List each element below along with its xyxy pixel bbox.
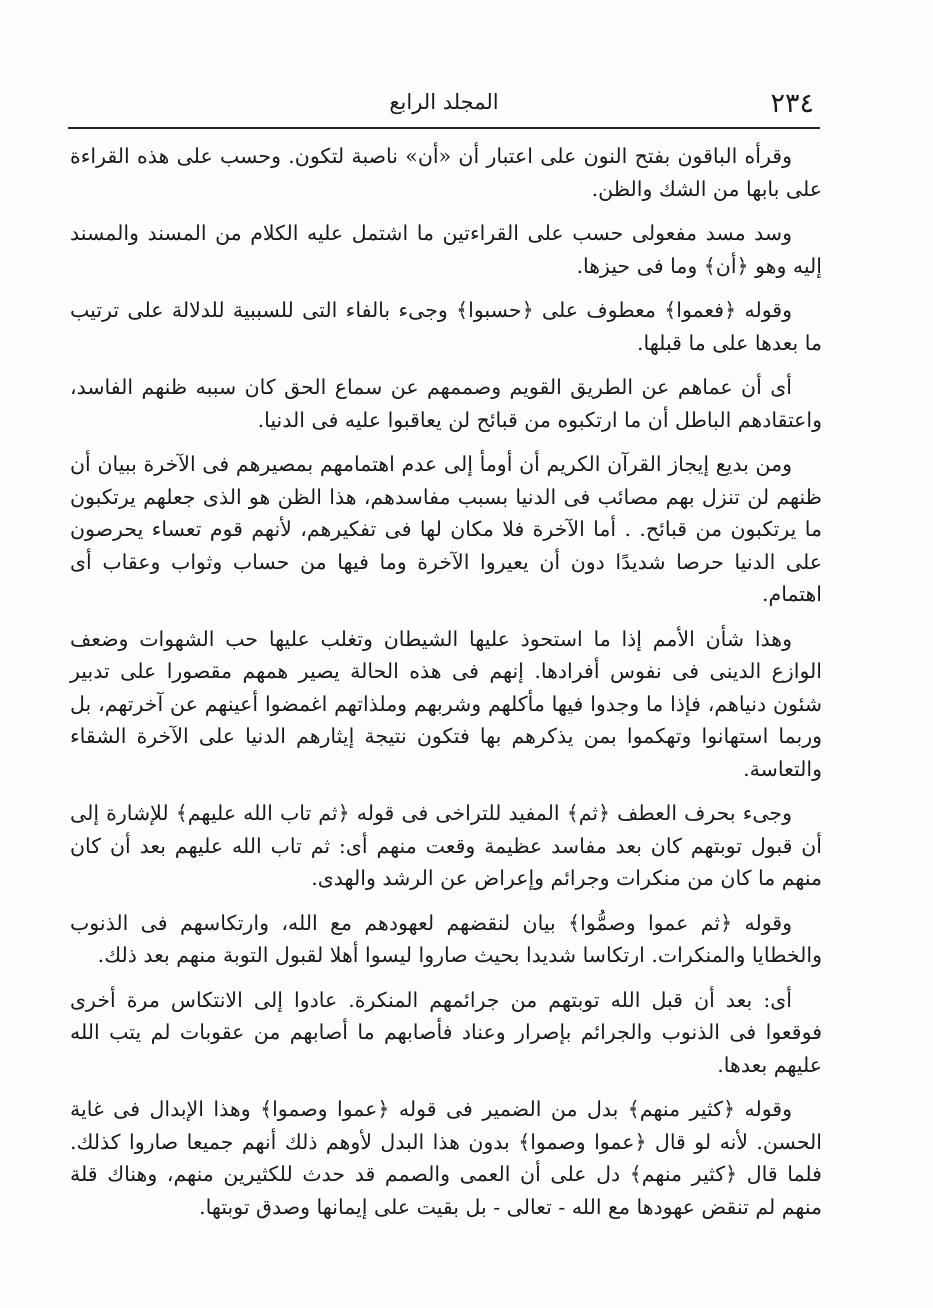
paragraph-10: وقوله ﴿كثير منهم﴾ بدل من الضمير فى قوله ﴿عموا وصموا﴾ وهذا الإبدال فى غاية الحسن. لأنه لو قال ﴿عموا وصموا﴾ بدون هذا البدل لأوهم ذلك أنهم جميعا صاروا كذلك. فلما قال ﴿كثير منهم﴾ دل على أن العمى والصمم قد حدث للكثيرين منهم، وهناك قلة منهم لم تنقض عهودها مع الله - تعالى - بل بقيت على إيمانها وصدق توبتها. — [70, 1097, 822, 1219]
body-text — [70, 140, 822, 1223]
paragraph-4: أى أن عماهم عن الطريق القويم وصممهم عن سماع الحق كان سببه ظنهم الفاسد، واعتقادهم الباطل أن ما ارتكبوه من قبائح لن يعاقبوا عليه فى الدنيا. — [70, 375, 822, 432]
paragraph-8: وقوله ﴿ثم عموا وصمُّوا﴾ بيان لنقضهم لعهودهم مع الله، وارتكاسهم فى الذنوب والخطايا والمنكرات. ارتكاسا شديدا بحيث صاروا ليسوا أهلا لقبول التوبة منهم بعد ذلك. — [70, 910, 822, 967]
page-header — [68, 84, 820, 128]
page-number: ٢٣٤ — [770, 88, 814, 119]
header-rule — [68, 127, 820, 129]
paragraph-2: وسد مسد مفعولى حسب على القراءتين ما اشتمل عليه الكلام من المسند والمسند إليه وهو ﴿أن﴾ وما فى حيزها. — [70, 221, 822, 278]
paragraph-5: ومن بديع إيجاز القرآن الكريم أن أومأ إلى عدم اهتمامهم بمصيرهم فى الآخرة ببيان أن ظنهم لن تنزل بهم مصائب فى الدنيا بسبب مفاسدهم، هذا الظن هو الذى جعلهم يرتكبون ما يرتكبون من قبائح. . أما الآخرة فلا مكان لها فى تفكيرهم، لأنهم قوم تعساء يحرصون على الدنيا حرصا شديدًا دون أن يعيروا الآخرة وما فيها من حساب وثواب وعقاب أى اهتمام. — [70, 452, 822, 606]
paragraph-7: وجىء بحرف العطف ﴿ثم﴾ المفيد للتراخى فى قوله ﴿ثم تاب الله عليهم﴾ للإشارة إلى أن قبول توبتهم كان بعد مفاسد عظيمة وقعت منهم أى: ثم تاب الله عليهم بعد أن كان منهم ما كان من منكرات وجرائم وإعراض عن الرشد والهدى. — [70, 801, 822, 890]
paragraph-6: وهذا شأن الأمم إذا ما استحوذ عليها الشيطان وتغلب عليها حب الشهوات وضعف الوازع الدينى فى نفوس أفرادها. إنهم فى هذه الحالة يصير همهم مقصورا على تدبير شئون دنياهم، فإذا ما وجدوا فيها مأكلهم وشربهم وملذاتهم اغمضوا أعينهم عن آخرتهم، بل وربما استهانوا وتهكموا بمن يذكرهم بها فتكون نتيجة إيثارهم الدنيا على الآخرة الشقاء والتعاسة. — [70, 626, 822, 781]
running-title: المجلد الرابع — [389, 90, 499, 114]
paragraph-1: وقرأه الباقون بفتح النون على اعتبار أن «أن» ناصبة لتكون. وحسب على هذه القراءة على بابها من الشك والظن. — [70, 144, 822, 201]
paragraph-9: أى: بعد أن قبل الله توبتهم من جرائمهم المنكرة. عادوا إلى الانتكاس مرة أخرى فوقعوا فى الذنوب والجرائم بإصرار وعناد فأصابهم ما أصابهم من عقوبات لم يتب الله عليهم بعدها. — [70, 987, 822, 1077]
paragraph-3: وقوله ﴿فعموا﴾ معطوف على ﴿حسبوا﴾ وجىء بالفاء التى للسببية للدلالة على ترتيب ما بعدها على ما قبلها. — [70, 298, 822, 355]
